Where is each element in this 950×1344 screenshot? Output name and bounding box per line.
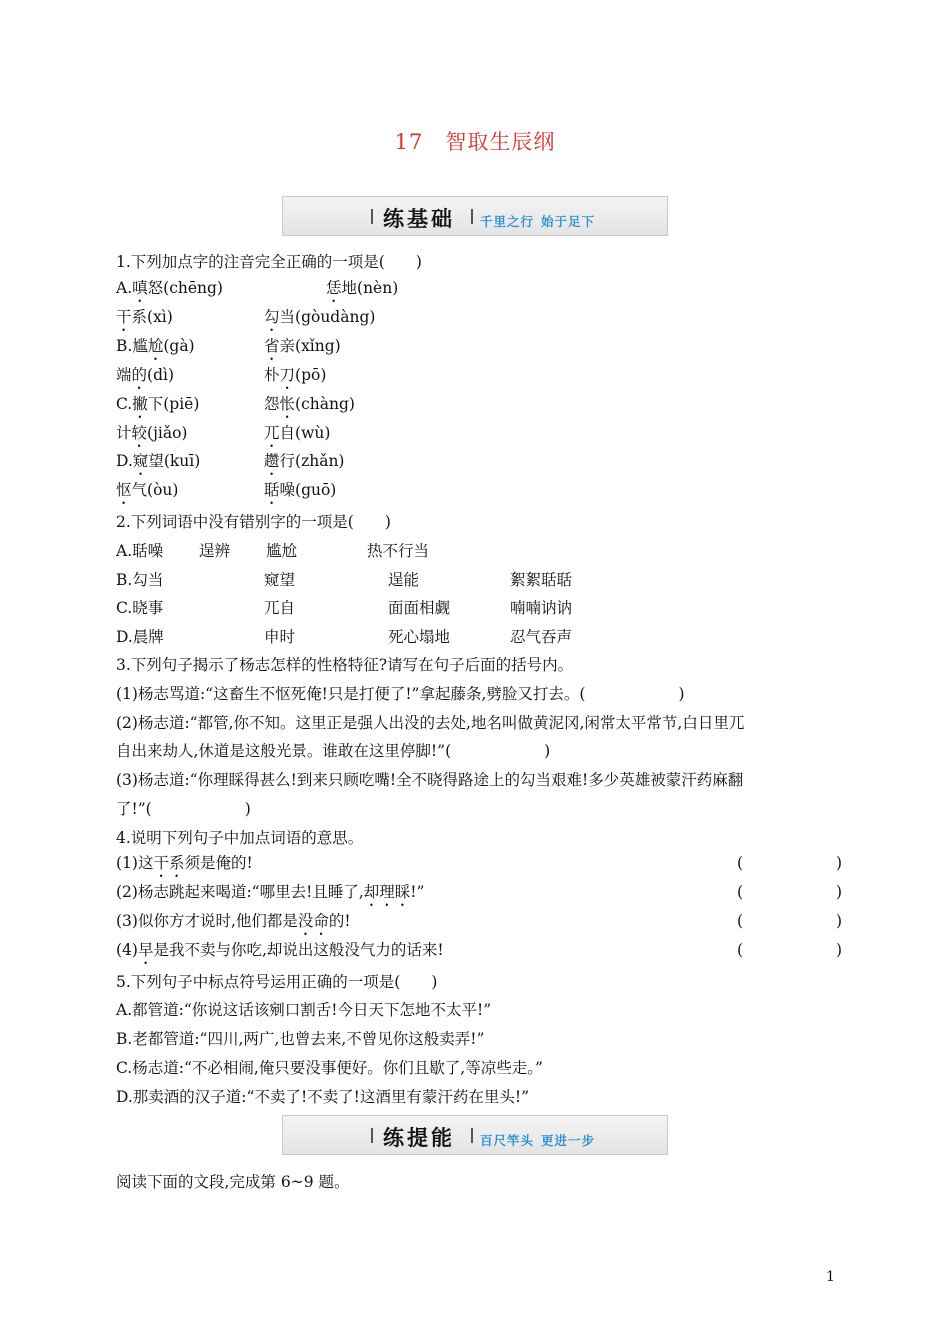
q1-option-a-1: A.嗔怒(chēng) xyxy=(116,279,223,297)
banner-divider xyxy=(471,209,473,224)
banner-divider xyxy=(371,209,373,224)
q2-option: C.晓事 xyxy=(116,599,164,617)
q2-option-word: 逞能 xyxy=(388,571,420,589)
banner-motto-1: 百尺竿头 xyxy=(480,1133,535,1148)
banner-divider xyxy=(371,1128,373,1143)
q5-option-a: A.都管道:“你说这话该剜口割舌!今日天下怎地不太平!” xyxy=(116,1001,492,1019)
q1-option-d-3: 怄气(òu) xyxy=(116,481,179,499)
q1-option-c-3: 计较(jiǎo) xyxy=(116,424,188,442)
q1-option-a-2: 恁地(nèn) xyxy=(326,279,399,297)
q1-option-b-1: B.尴尬(gà) xyxy=(116,337,195,355)
question-5-stem: 5.下列句子中标点符号运用正确的一项是( ) xyxy=(116,973,438,991)
q1-option-c-1: C.撇下(piē) xyxy=(116,395,200,413)
section-banner-advanced xyxy=(282,1115,668,1155)
section-banner-basics xyxy=(282,196,668,236)
q5-option-b: B.老都管道:“四川,两广,也曾去来,不曾见你这般卖弄!” xyxy=(116,1030,485,1048)
q4-answer-blank-4: ( ) xyxy=(737,941,843,959)
q2-option-word: 兀自 xyxy=(264,599,296,617)
q2-option-word: 忍气吞声 xyxy=(510,628,573,646)
q4-answer-blank-3: ( ) xyxy=(737,912,843,930)
q1-option-c-2: 怨怅(chàng) xyxy=(264,395,355,413)
q2-option-word: 逞辨 xyxy=(199,542,231,560)
q2-option: D.晨牌 xyxy=(116,628,164,646)
q3-sentence-3-line-2: 了!”( ) xyxy=(116,800,251,818)
q2-option-word: 絮絮聒聒 xyxy=(510,571,573,589)
q4-answer-blank-2: ( ) xyxy=(737,883,843,901)
banner-divider xyxy=(471,1128,473,1143)
banner-motto-2: 始于足下 xyxy=(541,214,596,229)
q3-sentence-2-line-1: (2)杨志道:“都管,你不知。这里正是强人出没的去处,地名叫做黄泥冈,闲常太平常节,白日里兀 xyxy=(116,714,745,732)
q3-sentence-3-line-1: (3)杨志道:“你理睬得甚么!到来只顾吃嘴!全不晓得路途上的勾当艰难!多少英雄被蒙汗药麻翻 xyxy=(116,771,744,789)
q1-option-a-3: 干系(xì) xyxy=(116,308,173,326)
q5-option-d: D.那卖酒的汉子道:“不卖了!不卖了!这酒里有蒙汗药在里头!” xyxy=(116,1088,530,1106)
page-number: 1 xyxy=(826,1269,835,1285)
q4-item-4: (4)早是我不卖与你吃,却说出这般没气力的话来! xyxy=(116,941,444,959)
q2-option-word: 窥望 xyxy=(264,571,296,589)
q2-option-word: 热不行当 xyxy=(367,542,430,560)
banner-motto-1: 千里之行 xyxy=(480,214,535,229)
banner-motto-2: 更进一步 xyxy=(541,1133,596,1148)
banner-title: 练提能 xyxy=(383,1126,455,1150)
q4-item-3: (3)似你方才说时,他们都是没命的! xyxy=(116,912,351,930)
q2-option-word: 尴尬 xyxy=(266,542,298,560)
question-3-stem: 3.下列句子揭示了杨志怎样的性格特征?请写在句子后面的括号内。 xyxy=(116,656,574,674)
q2-option-word: 喃喃讷讷 xyxy=(510,599,573,617)
q2-option: A.聒噪 xyxy=(116,542,164,560)
q4-answer-blank-1: ( ) xyxy=(737,854,843,872)
q4-item-2: (2)杨志跳起来喝道:“哪里去!且睡了,却理睬!” xyxy=(116,883,425,901)
q1-option-c-4: 兀自(wù) xyxy=(264,424,331,442)
q2-option: B.勾当 xyxy=(116,571,164,589)
question-4-stem: 4.说明下列句子中加点词语的意思。 xyxy=(116,829,364,847)
q3-sentence-1: (1)杨志骂道:“这畜生不怄死俺!只是打便了!”拿起藤条,劈脸又打去。( ) xyxy=(116,685,685,703)
question-1-stem: 1.下列加点字的注音完全正确的一项是( ) xyxy=(116,253,422,271)
q1-option-d-1: D.窥望(kuī) xyxy=(116,452,201,470)
page-title: 17 智取生辰纲 xyxy=(394,130,556,154)
q5-option-c: C.杨志道:“不必相闹,俺只要没事便好。你们且歇了,等凉些走。” xyxy=(116,1059,543,1077)
q4-item-1: (1)这干系须是俺的! xyxy=(116,854,253,872)
q2-option-word: 死心塌地 xyxy=(388,628,451,646)
q2-option-word: 申时 xyxy=(264,628,296,646)
q1-option-b-3: 端的(dì) xyxy=(116,366,175,384)
q1-option-d-4: 聒噪(guō) xyxy=(264,481,337,499)
question-2-stem: 2.下列词语中没有错别字的一项是( ) xyxy=(116,513,391,531)
q1-option-a-4: 勾当(gòudàng) xyxy=(264,308,376,326)
q1-option-b-4: 朴刀(pō) xyxy=(264,366,327,384)
q1-option-b-2: 省亲(xǐng) xyxy=(264,337,341,355)
banner-title: 练基础 xyxy=(383,207,455,231)
q1-option-d-2: 趱行(zhǎn) xyxy=(264,452,345,470)
q2-option-word: 面面相觑 xyxy=(388,599,451,617)
q3-sentence-2-line-2: 自出来劫人,休道是这般光景。谁敢在这里停脚!”( ) xyxy=(116,742,551,760)
reading-instruction: 阅读下面的文段,完成第 6~9 题。 xyxy=(116,1173,350,1191)
